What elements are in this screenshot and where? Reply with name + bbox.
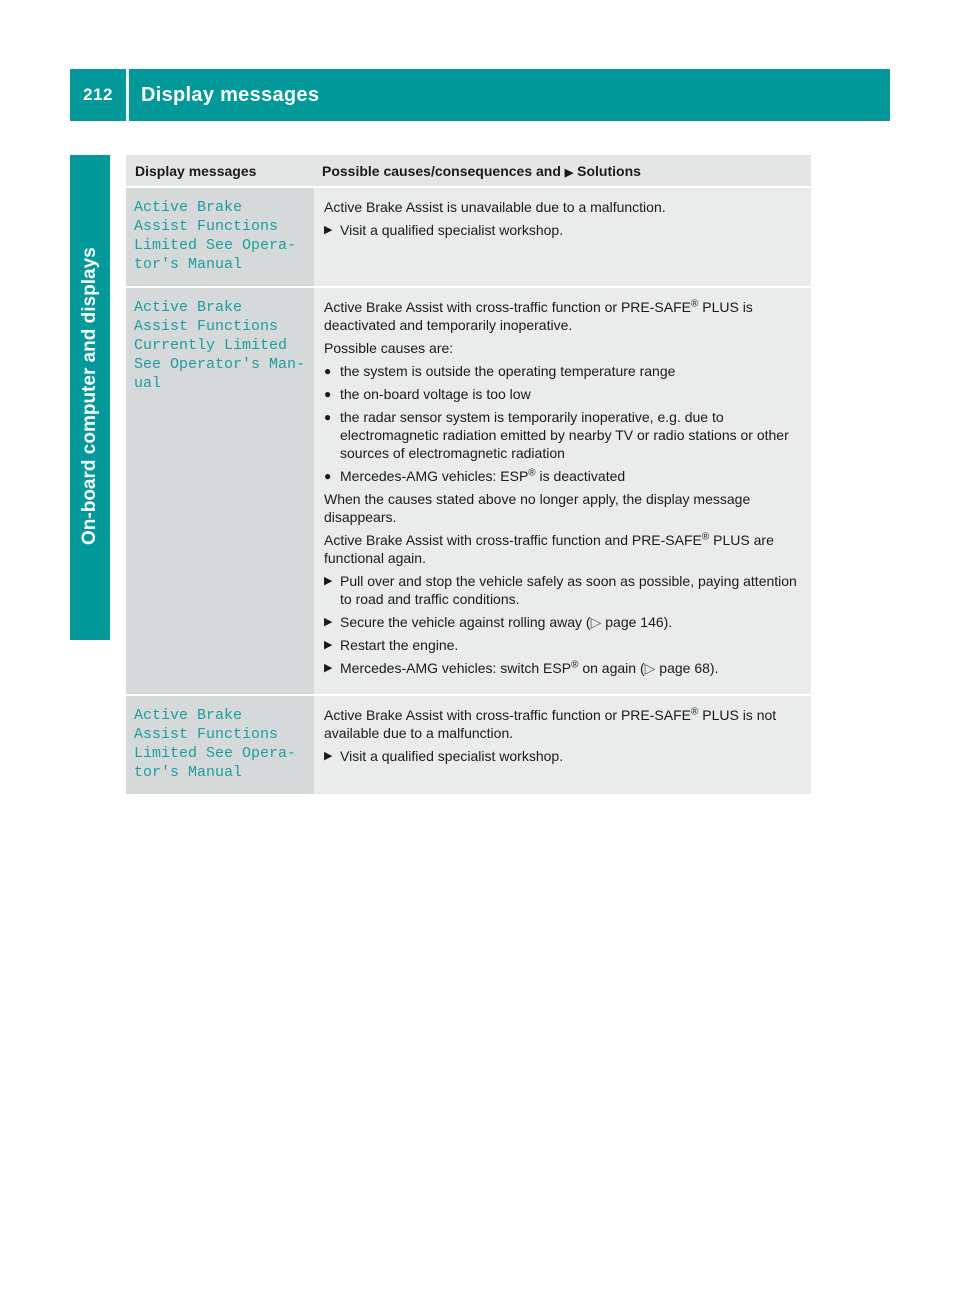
page-title: Display messages (141, 83, 320, 106)
table-header-row (126, 155, 811, 187)
step-item (324, 613, 803, 631)
bullet-icon: ● (324, 410, 332, 424)
bullet-item (324, 467, 803, 485)
display-message: Active Brake Assist Functions Currently Limited See Operator's Man‐ ual (134, 299, 306, 392)
message-cell (126, 287, 314, 695)
registered-mark: ® (690, 298, 699, 310)
paragraph: When the causes stated above no longer apply, the display message disappears. (324, 491, 751, 525)
table-row (126, 187, 811, 287)
solution-cell (314, 287, 811, 695)
page-ref-icon[interactable]: ▷ (590, 614, 602, 630)
page-ref-link[interactable]: page 68). (655, 660, 719, 676)
bullet-item (324, 385, 803, 403)
step-text (340, 614, 672, 630)
step-item (324, 572, 803, 608)
play-arrow-icon: ▶ (564, 166, 574, 179)
col-header-display-messages: Display messages (126, 155, 314, 187)
bullet-item (324, 408, 803, 462)
bullet-item (324, 362, 803, 380)
text-span: Secure the vehicle against rolling away ( (340, 614, 591, 630)
table-row (126, 695, 811, 794)
text-span: Active Brake Assist with cross-traffic function or PRE-SAFE (324, 299, 691, 315)
bullet-icon: ● (324, 364, 332, 378)
message-cell (126, 695, 314, 794)
play-arrow-icon: ▶ (324, 616, 333, 628)
step-item (324, 659, 803, 677)
display-messages-table (126, 155, 811, 794)
display-message: Active Brake Assist Functions Limited See Opera‐ tor's Manual (134, 199, 297, 273)
bullet-text: the on-board voltage is too low (340, 386, 531, 402)
display-message: Active Brake Assist Functions Limited See Opera‐ tor's Manual (134, 707, 297, 781)
step-text (340, 660, 718, 676)
paragraph: Possible causes are: (324, 340, 454, 356)
paragraph (324, 706, 803, 742)
text-span: is deactivated (535, 468, 626, 484)
side-label: On-board computer and displays (79, 247, 100, 545)
text-span: Mercedes-AMG vehicles: switch ESP (340, 660, 572, 676)
step-item (324, 747, 803, 765)
step-text: Visit a qualified specialist workshop. (340, 748, 564, 764)
registered-mark: ® (528, 467, 536, 479)
page-ref-link[interactable]: page 146). (601, 614, 673, 630)
registered-mark: ® (571, 659, 579, 671)
play-arrow-icon: ▶ (324, 639, 333, 651)
bullet-text: the radar sensor system is temporarily inoperative, e.g. due to electromagnetic radiation emitted by nearby TV or radio stations or other sources of electromagnetic radiation (340, 409, 789, 461)
solution-cell (314, 695, 811, 794)
registered-mark: ® (701, 531, 710, 543)
col-header-causes (314, 155, 811, 187)
paragraph: Active Brake Assist is unavailable due to a malfunction. (324, 199, 666, 215)
header-divider (126, 69, 129, 121)
text-span: on again ( (578, 660, 645, 676)
bullet-icon: ● (324, 387, 332, 401)
step-text: Pull over and stop the vehicle safely as soon as possible, paying attention to road and traffic conditions. (340, 573, 797, 607)
step-text: Restart the engine. (340, 637, 459, 653)
play-arrow-icon: ▶ (324, 575, 333, 587)
registered-mark: ® (690, 706, 699, 718)
step-text: Visit a qualified specialist workshop. (340, 222, 564, 238)
paragraph (324, 531, 803, 567)
text-span: Active Brake Assist with cross-traffic function or PRE-SAFE (324, 707, 691, 723)
text-span: Active Brake Assist with cross-traffic function and PRE-SAFE (324, 532, 702, 548)
play-arrow-icon: ▶ (324, 662, 333, 674)
text-span: Mercedes-AMG vehicles: ESP (340, 468, 529, 484)
paragraph (324, 298, 803, 334)
table-row (126, 287, 811, 695)
bullet-text: the system is outside the operating temperature range (340, 363, 676, 379)
bullet-text (340, 468, 625, 484)
play-arrow-icon: ▶ (324, 750, 333, 762)
page-ref-icon[interactable]: ▷ (644, 660, 656, 676)
col-header-causes-text: Possible causes/consequences and (322, 162, 561, 179)
step-item (324, 221, 803, 239)
message-cell (126, 187, 314, 287)
text-span: PLUS is deactivated and temporarily inoperative. (324, 299, 753, 333)
page-number: 212 (83, 85, 113, 104)
step-item (324, 636, 803, 654)
text-span: PLUS are functional again. (324, 532, 774, 566)
text-span: PLUS is not available due to a malfunction. (324, 707, 777, 741)
col-header-solutions-text: Solutions (577, 162, 641, 179)
side-label-container (70, 155, 110, 585)
solution-cell (314, 187, 811, 287)
play-arrow-icon: ▶ (324, 224, 333, 236)
bullet-icon: ● (324, 469, 332, 483)
